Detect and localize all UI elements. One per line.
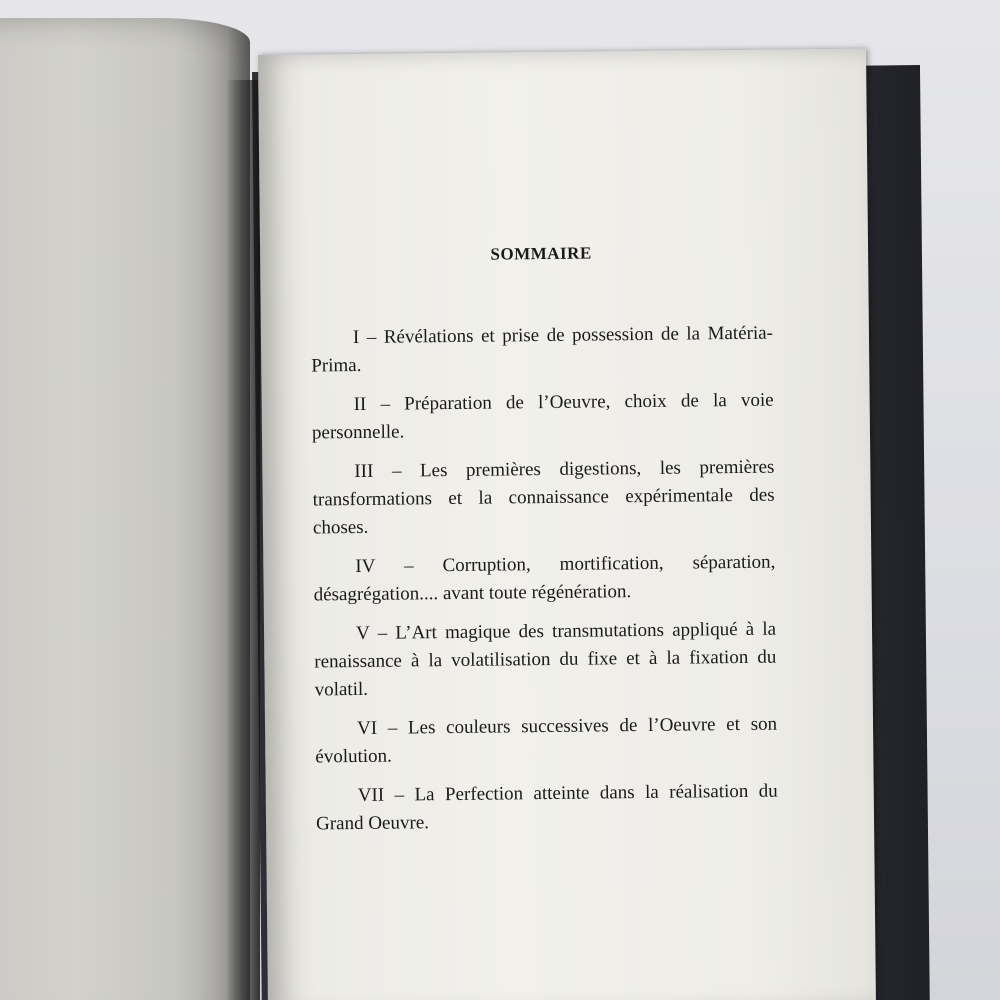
separator: – (380, 393, 391, 415)
chapter-number: II (353, 393, 367, 416)
left-page (0, 18, 250, 1000)
chapter-number: VI (356, 717, 378, 739)
toc-entry (315, 711, 778, 772)
chapter-title: Préparation de l’Oeuvre, choix de la voie personnelle. (311, 389, 774, 444)
left-page-bleed-through (0, 243, 230, 443)
chapter-title: Les couleurs successives de l’Oeuvre et son évolution. (315, 713, 778, 768)
toc-entry (312, 387, 775, 448)
right-page (258, 49, 876, 1000)
chapter-title: Corruption, mortification, séparation, désagrégation.... avant toute régénération. (313, 551, 776, 606)
separator: – (403, 555, 414, 577)
separator: – (387, 717, 398, 739)
chapter-number: I (352, 326, 360, 349)
chapter-title: La Perfection atteinte dans la réalisation du Grand Oeuvre. (315, 780, 778, 835)
toc-entry (311, 320, 774, 381)
book-spine-shadow (226, 80, 260, 1000)
toc-entry (316, 778, 779, 839)
chapter-title: L’Art magique des transmutations appliqué à la renaissance à la volatilisation du fixe et à la fixation du volatil. (314, 618, 777, 701)
chapter-number: V (355, 622, 370, 645)
separator: – (377, 622, 388, 644)
toc-entry (313, 549, 776, 610)
chapter-number: IV (355, 555, 376, 578)
chapter-title: Révélations et prise de possession de la Matéria-Prima. (311, 322, 774, 377)
chapter-number: VII (357, 784, 385, 806)
chapter-title: Les premières digestions, les premières transformations et la connaissance expérimentale des choses. (312, 456, 775, 539)
chapter-number: III (354, 460, 374, 483)
table-of-contents (310, 242, 778, 850)
separator: – (391, 460, 402, 482)
toc-list (311, 320, 778, 839)
separator: – (394, 784, 405, 806)
toc-entry (314, 616, 777, 705)
separator: – (366, 326, 377, 348)
toc-entry (312, 454, 775, 543)
page-title: SOMMAIRE (490, 243, 592, 264)
